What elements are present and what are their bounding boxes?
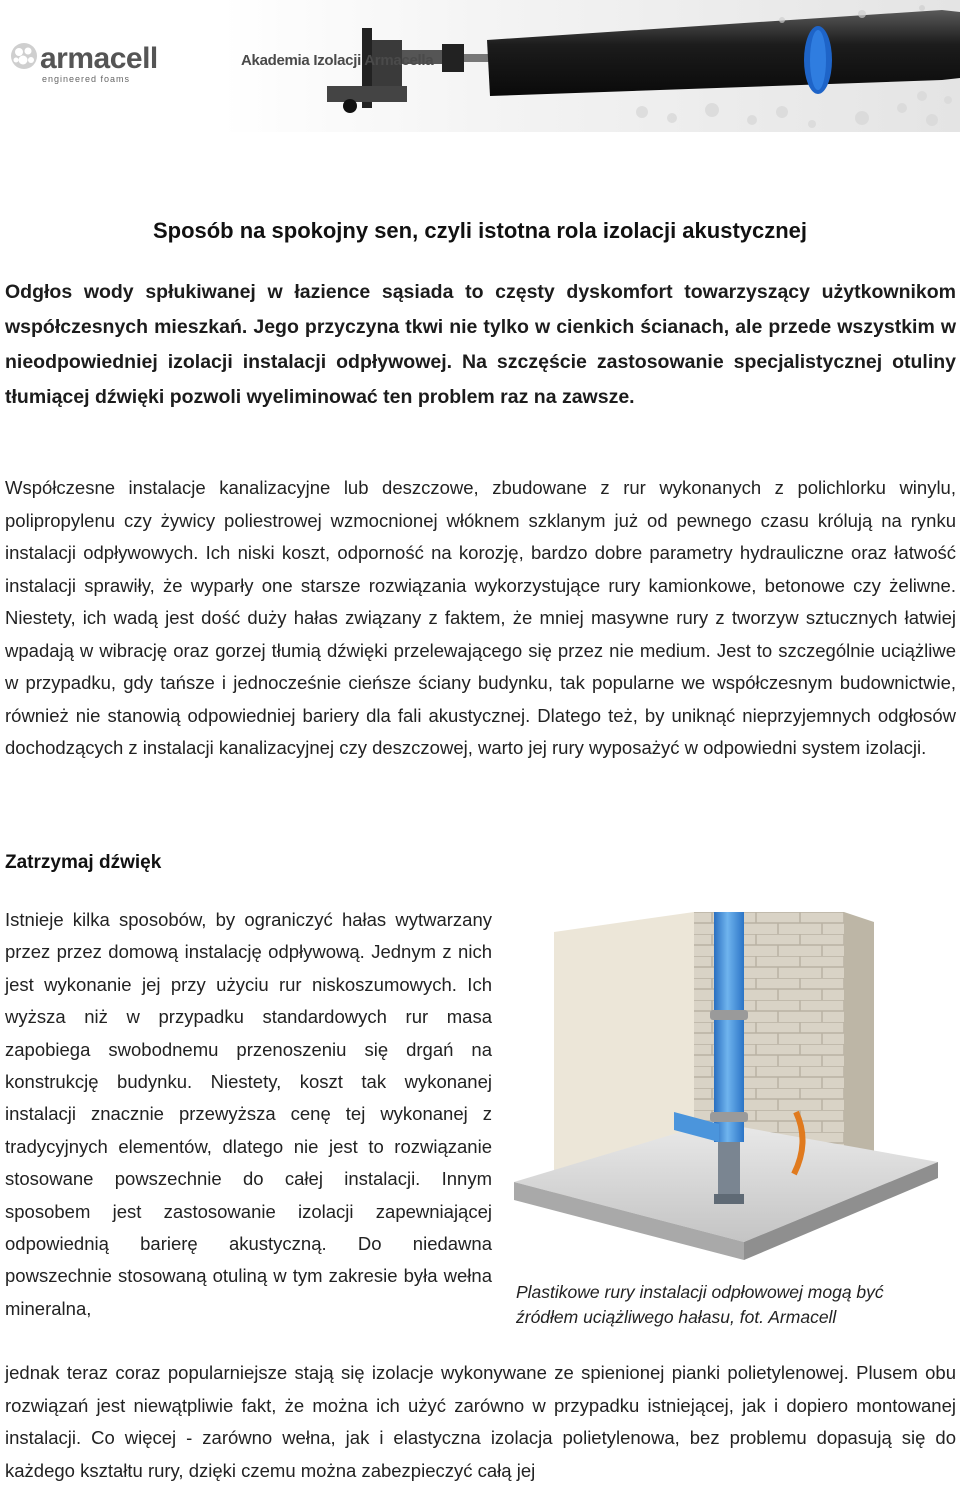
body-paragraph: Współczesne instalacje kanalizacyjne lub deszczowe, zbudowane z rur wykonanych z polichlorku winylu, polipropylenu czy żywicy poliestrowej wzmocnionej włóknem szklanym już od pewnego czasu królują na rynku instalacji odpływowych. Ich niski koszt, odporność na korozję, bardzo dobre parametry hydrauliczne oraz łatwość instalacji sprawiły, że wyparły one starsze rozwiązania wykorzystujące rury kamionkowe, betonowe czy żeliwne. Niestety, ich wadą jest dość duży hałas związany z faktem, że mniej masywne rury z tworzyw sztucznych łatwiej wpadają w wibrację oraz gorzej tłumią dźwięki przelewającego się przez nie medium. Jest to szczególnie uciążliwe w przypadku, gdy tańsze i jednocześnie cieńsze ściany budynku, tak popularne we współczesnym budownictwie, również nie stanowią odpowiedniej bariery dla fali akustycznej. Dlatego też, by uniknąć nieprzyjemnych odgłosów dochodzących z instalacji kanalizacyjnej czy deszczowej, warto jej rury wyposażyć w odpowiedni system izolacji. — [5, 477, 956, 758]
section-heading: Zatrzymaj dźwięk — [5, 852, 162, 873]
logo-tagline: engineered foams — [42, 74, 131, 84]
column-paragraph: Istnieje kilka sposobów, by ograniczyć hałas wytwarzany przez przez domową instalację odpływową. Jednym z nich jest wykonanie jej przy użyciu rur niskoszumowych. Ich wyższa niż w przypadku standardowych rur masa zapobiega swobodnemu przenoszeniu się drgań na konstrukcję budynku. Niestety, koszt tak wykonanej instalacji znacznie przewyższa cenę tej wykonanej z tradycyjnych elementów, dlatego nie jest to rozwiązanie stosowane powszechnie do całej instalacji. Innym sposobem jest zastosowanie izolacji zapewniającej odpowiednią barierę akustyczną. Do niedawna powszechnie stosowaną otuliną w tym zakresie była wełna mineralna, — [5, 909, 492, 1319]
figure-caption: Plastikowe rury instalacji odpłowowej mogą być źródłem uciążliwego hałasu, fot. Armacell — [516, 1282, 884, 1327]
banner-title: Akademia Izolacji Armacella — [241, 52, 434, 69]
article-title: Sposób na spokojny sen, czyli istotna rola izolacji akustycznej — [152, 218, 808, 243]
logo-mark-icon — [8, 40, 40, 72]
continuation-paragraph: jednak teraz coraz popularniejsze stają się izolacje wykonywane ze spienionej pianki polietylenowej. Plusem obu rozwiązań jest niewątpliwie fakt, że można ich użyć zarówno w przypadku istniejącej, jak i dopiero montowanej instalacji. Co więcej - zarówno wełna, jak i elastyczna izolacja polietylenowa, bez problemu dopasują się do każdego kształtu rury, dzięki czemu można zabezpieczyć całą jej — [5, 1362, 956, 1481]
header-banner — [0, 0, 960, 135]
lead-paragraph: Odgłos wody spłukiwanej w łazience sąsiada to częsty dyskomfort towarzyszący użytkownikom współczesnych mieszkań. Jego przyczyna tkwi nie tylko w cienkich ścianach, ale przede wszystkim w nieodpowiedniej izolacji instalacji odpływowej. Na szczęście zastosowanie specjalistycznej otuliny tłumiącej dźwięki pozwoli wyeliminować ten problem raz na zawsze. — [5, 281, 956, 408]
logo-text: armacell — [40, 42, 158, 75]
armacell-logo — [8, 40, 178, 85]
pipe-illustration — [514, 912, 938, 1268]
